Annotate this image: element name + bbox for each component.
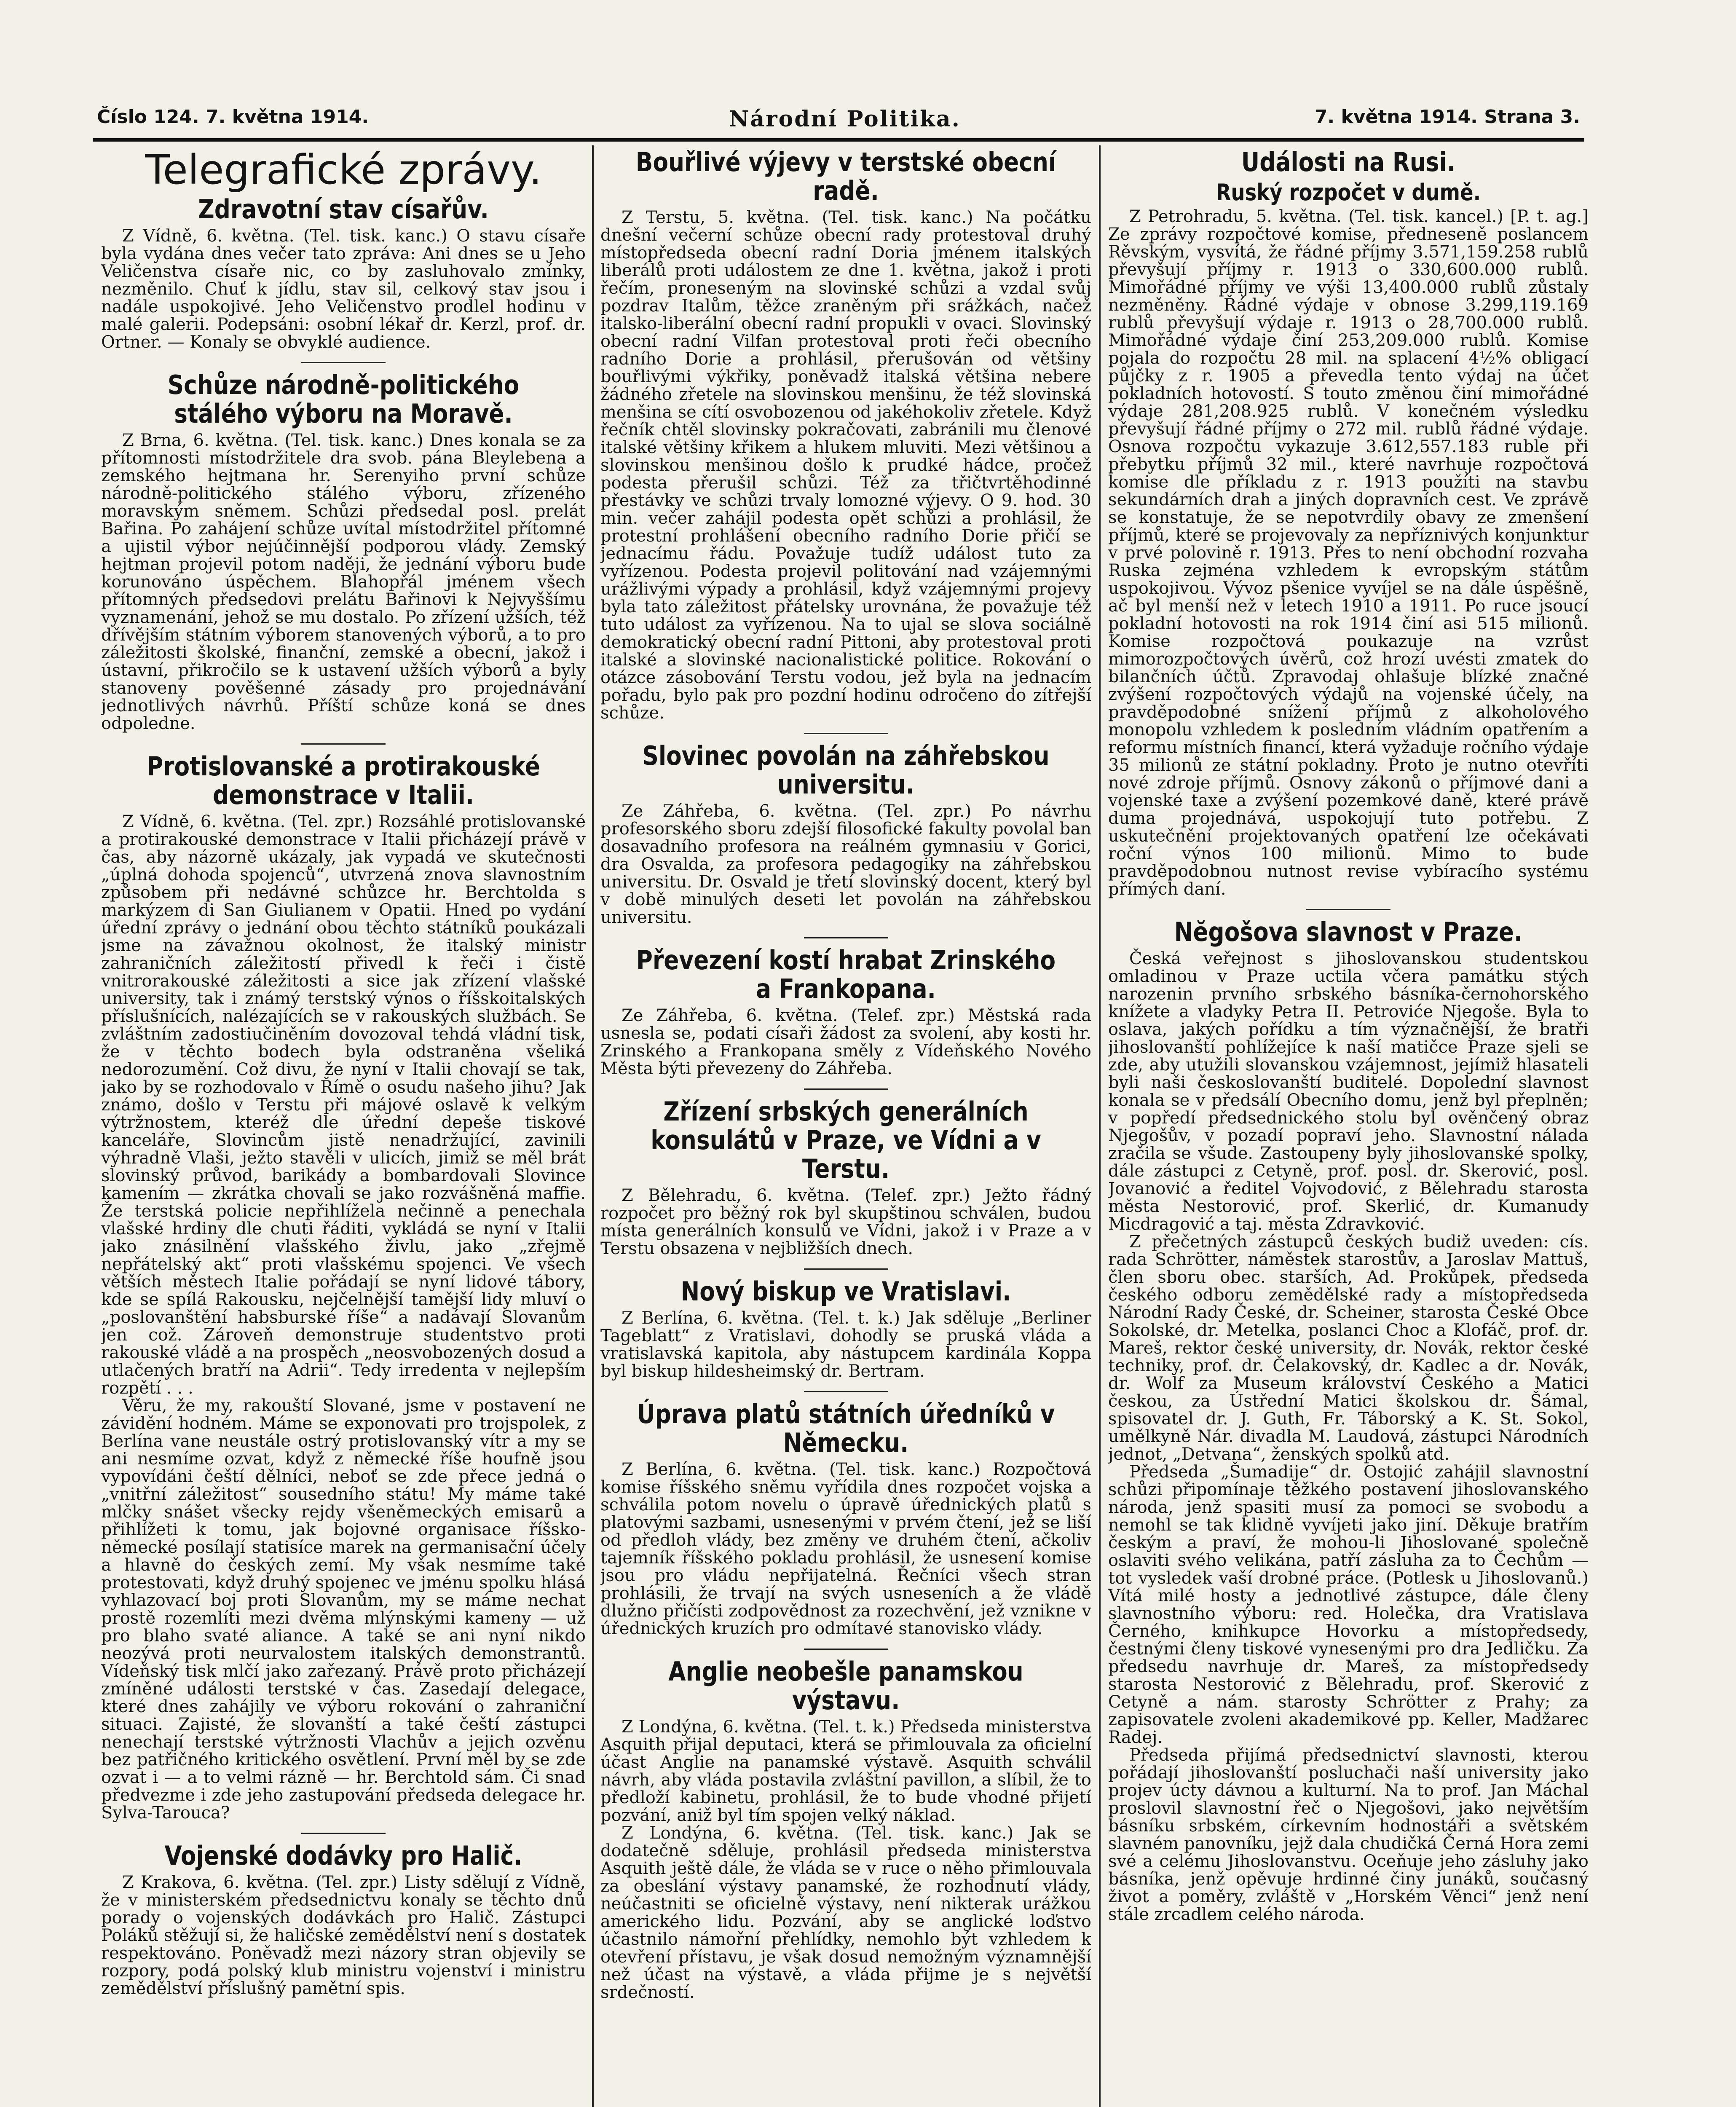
page-header [97,106,1580,140]
separator [804,1649,888,1650]
article [600,1400,1091,1638]
article-headline: Události na Rusi. [1241,147,1456,177]
column-divider [1099,145,1101,2107]
article-text: Z přečetných zástupců českých budiž uveden: cís. rada Schrötter, náměstek starostův, a Jaroslav Mattuš, člen sboru obec. starších, Ad. Prokůpek, předseda českého odboru zemědělské rady a místopředseda Národní Rady České, dr. Scheiner, starosta České Obce Sokolské, dr. Metelka, poslanci Choc a Klofáč, prof. dr. Mareš, rektor české university, dr. Novák, rektor české techniky, prof. dr. Čelakovský, dr. Kadlec a dr. Novák, dr. Wolf za Museum království Českého a Matici českou, za Ústřední Matici školskou dr. Šámal, spisovatel dr. J. Guth, Fr. Táborský a K. St. Sokol, umělkyně Nár. divadla M. Laudová, zástupci Národních jednot, „Detvana“, ženských spolků atd. [1108,1232,1589,1464]
separator [301,743,386,745]
article [600,1277,1091,1380]
article-text: Z Berlína, 6. května. (Tel. tisk. kanc.) Rozpočtová komise říšského sněmu vyřídila dnes rozpočet vojska a schválila potom novelu o úpravě úřednických platů s platovými sazbami, usnesenými v prvém čtení, jež se liší od předloh vlády, bez změny ve druhém čtení, ačkoliv tajemník říšského pokladu prohlásil, že usnesení komise jsou pro vládu nepřijatelná. Řečníci všech stran prohlásili, že trvají na svých usneseních a že vládě dlužno přičísti zodpovědnost za rozechvění, jež vznikne v úřednických kruzích pro odmítavé stanovisko vlády. [600,1460,1091,1638]
article [101,371,586,732]
article [101,752,586,1822]
separator [301,1833,386,1834]
article-headline: Anglie neobešle panamskou výstavu. [668,1656,1023,1716]
article [1108,148,1589,898]
article-text: Věru, že my, rakouští Slované, jsme v postavení ne závidění hodném. Máme se exponovati pro trojspolek, z Berlína vane neustále ostrý protislovanský vítr a my se ani nesmíme ozvat, když z německé říše houfně jsou vypovídáni čeští dělníci, neboť se zde přece jedná o „vnitřní záležitost“ sousedního státu! My máme také mlčky snášet všecky rejdy všeněmeckých emisarů a přihlížeti k tomu, jak bojovné organisace říšsko-německé posílají statisíce marek na germanisační účely a hlavně do českých zemí. My však nesmíme také protestovati, když druhý spojenec ve jménu spolku hlásá vyhlazovací boj proti Slovanům, my se máme nechat prostě rozemlíti mezi dvěma mlýnskými kameny — už pro blaho svaté aliance. A také se ani nyní nikdo neozývá proti neurvalostem italských demonstrantů. Vídeňský tisk mlčí jako zařezaný. Právě proto přicházejí zmíněné události terstské v čas. Zasedají delegace, které dnes zahájily ve výboru rokování o zahraniční situaci. Zajisté, že slovanští a také čeští zástupci nenechají terstské výtržnosti Vlachův a jejich ozvěnu bez patřičného kritického osvětlení. První měl by se zde ozvat i — a to velmi rázně — hr. Berchtold sám. Či snad předvezme i zde jeho zastupování předseda delegace hr. Sylva-Tarouca? [101,1396,586,1823]
article-headline: Bouřlivé výjevy v terstské obecní radě. [635,147,1056,206]
column-1 [101,145,586,2107]
column-divider [592,145,594,2107]
separator [804,1391,888,1392]
article-text: Z Bělehradu, 6. května. (Telef. zpr.) Ježto řádný rozpočet pro běžný rok byl skupštinou schválen, budou místa generálních konsulů ve Vídni, jakož i v Praze a v Terstu obsazena v nejbližších dnech. [600,1186,1091,1258]
column-3 [1108,145,1589,2107]
article-text: Z Vídně, 6. května. (Tel. zpr.) Rozsáhlé protislovanské a protirakouské demonstrace v Italii přicházejí právě v čas, aby názorně ukázaly, jak vypadá ve skutečnosti „úplná dohoda spojenců“, utvrzená znova slavnostním způsobem při nedávné schůzce hr. Berchtolda s markýzem di San Giulianem v Opatii. Hned po vydání úřední zprávy o jednání obou těchto státníků poukázali jsme na závažnou okolnost, že italský ministr zahraničních záležitostí přivedl k řeči i čistě vnitrorakouské záležitosti a sice jak zřízení vlašské university, tak i známý terstský výnos o říšskoitalských příslušnících, nalézajících se v rakouských službách. Se zvláštním zadostiučiněním dovozoval tehdá vládní tisk, že v těchto bodech byla odstraněna všeliká nedorozumění. Což divu, že nyní v Italii chovají se tak, jako by se rozhodovalo v Římě o osudu našeho jihu? Jak známo, došlo v Terstu při májové oslavě k velkým výtržnostem, kteréž dle úřední depeše tiskové kanceláře, Slovincům jistě nenadržující, zavinili výhradně Vlaši, ježto stavěli v ulicích, jimiž se měl brát slovinský průvod, barikády a bombardovali Slovince kamením — zkrátka chovali se jako rozvášněná maffie. Že terstská policie nepřihlížela nečinně a penechala vlašské hrdiny dle chuti řáditi, vykládá se nyní v Italii jako znásilnění vlašského živlu, jako „zřejmě nepřátelský akt“ proti vlašskému spojenci. Ve všech větších městech Italie pořádají se nyní lidové tábory, kde se spílá Rakousku, nejčelnější tamější lidy mluví o „poslovanštění habsburské říše“ a nadávají Slovanům jen což. Zároveň demonstruje studentstvo proti rakouské vládě a na prospěch „neosvobozených dosud a utlačených bratří na Adrii“. Tedy irredenta v nejlepším rozpětí . . . [101,812,586,1398]
article-headline: Zdravotní stav císařův. [198,194,489,225]
article [600,148,1091,722]
article-headline: Nový biskup ve Vratislavi. [680,1276,1011,1307]
article [600,1657,1091,2001]
article-text: Z Brna, 6. května. (Tel. tisk. kanc.) Dnes konala se za přítomnosti místodržitele dra svob. pána Bleylebena a zemského hejtmana hr. Serenyiho první schůze národně-politického stálého výboru, zřízeného moravským sněmem. Schůzi předsedal posl. prelát Bařina. Po zahájení schůze uvítal místodržitel přítomné a ujistil výbor nejúčinnější podporou vlády. Zemský hejtman projevil potom naději, že jednání výboru bude korunováno úspěchem. Blahopřál jménem všech přítomných předsedovi prelátu Bařinovi k Nejvyššímu vyznamenání, jehož se mu dostalo. Po zřízení užších, též dřívějším státním výborem stanovených výborů, a to pro záležitosti školské, finanční, zemské a obecní, jakož i ústavní, přikročilo se k ustavení užších výborů a byly stanoveny pověšenné zásady pro projednávání jednotlivých návrhů. Příští schůze koná se dnes odpoledne. [101,431,586,733]
separator [1306,909,1390,910]
article-headline: Vojenské dodávky pro Halič. [164,1840,522,1871]
article-text: Ze Záhřeba, 6. května. (Tel. zpr.) Po návrhu profesorského sboru zdejší filosofické fakulty povolal ban dosavadního profesora na reálném gymnasiu v Gorici, dra Osvalda, za profesora pedagogiky na záhřebskou universitu. Dr. Osvald je třetí slovinský docent, který byl v době minulých deseti let povolán na záhřebskou universitu. [600,802,1091,927]
issue-number: Číslo 124. 7. května 1914. [97,106,369,128]
column-2 [600,145,1091,2107]
separator [804,1268,888,1270]
article [101,195,586,351]
article-text: Česká veřejnost s jihoslovanskou studentskou omladinou v Praze uctila včera památku stých narozenin prvního srbského básníka-černohorského knížete a vladyky Petra II. Petroviće Njegoše. Byla to oslava, jakých pořídku a tím význačnější, že bratři jihoslovanští pohlížejíce k naší matičce Praze sjeli se zde, aby utužili slovanskou vzájemnost, jejímiž hlasateli byli naši českoslovanští buditelé. Dopolední slavnost konala se v předsálí Obecního domu, jenž byl přeplněn; v popředí předsednického stolu byl ověnčený obraz Njegošův, v pozadí popraví jeho. Slavnostní nálada zračila se všude. Zastoupeny byly jihoslovanské spolky, dále zástupci z Cetyně, prof. posl. dr. Skerović, posl. Jovanović a ředitel Vojvodović, z Bělehradu starosta města Nestorović, prof. Skerlić, dr. Kumanudy Micdragović a taj. města Zdravković. [1108,949,1589,1234]
article-text: Z Londýna, 6. května. (Tel. tisk. kanc.) Jak se dodatečně sděluje, prohlásil předseda ministerstva Asquith ještě dále, že vláda se v ruce o něho přimlouvala za obeslání výstavy panamské, že rozhodnutí vlády, neúčastniti se oficielně výstavy, není nikterak urážkou amerického lidu. Pozvání, aby se anglické loďstvo účastnilo námořní přehlídky, nemohlo být vzhledem k otevření přístavu, je však dosud nemožným významnější než účast na výstavě, a vláda přijme je s největší srdečností. [600,1823,1091,2002]
article-headline: Převezení kostí hrabat Zrinského a Frankopana. [636,945,1056,1004]
page-number: 7. května 1914. Strana 3. [1314,106,1580,128]
article [101,1842,586,1997]
article [600,742,1091,926]
article-subheadline: Ruský rozpočet v dumě. [1216,179,1481,206]
separator [804,937,888,938]
masthead-title: Národní Politika. [729,106,961,132]
article-text: Ze Záhřeba, 6. května. (Telef. zpr.) Městská rada usnesla se, podati císaři žádost za svolení, aby kosti hr. Zrinského a Frankopana směly z Vídeňského Nového Města býti převezeny do Záhřeba. [600,1006,1091,1078]
separator [804,1088,888,1090]
article-text: Z Terstu, 5. května. (Tel. tisk. kanc.) Na počátku dnešní večerní schůze obecní rady protestoval druhý místopředseda obecní radní Doria jménem italských liberálů proti událostem ze dne 1. května, jakož i proti řečím, proneseným na slovinské schůzi a vzdal svůj pozdrav Italům, těžce zraněným při srážkách, načež italsko-liberální obecní radní propukli v ovaci. Slovinský obecní radní Vilfan protestoval proti řeči obecního radního Dorie a prohlásil, přerušován od většiny bouřlivými výkřiky, poněvadž italská většina nebere žádného zřetele na slovinskou menšinu, že též slovinská menšina se cítí osvobozenou od jakéhokoliv zřetele. Když řečník chtěl slovinsky pokračovati, zabránili mu členové italské většiny křikem a hlukem mluviti. Mezi většinou a slovinskou menšinou došlo k prudké hádce, pročež podesta přerušil schůzi. Též za třičtvrtěhodinné přestávky ve schůzi trvaly lomozné výjevy. O 9. hod. 30 min. večer zahájil podesta opět schůzi a prohlásil, že protestní prohlášení obecního radního Dorie přičí se jednacímu řádu. Považuje tudíž událost tuto za vyřízenou. Podesta projevil politování nad vzájemnými urážlivými výpady a prohlásil, když vzájemnými projevy byla tato záležitost přátelsky urovnána, že považuje též tuto událost za vyřízenou. Na to ujal se slova sociálně demokratický obecní radní Pittoni, aby protestoval proti italské a slovinské nacionalistické politice. Rokování o otázce zásobování Terstu vodou, jež byla na jednacím pořadu, bylo pak pro pozdní hodinu odročeno do zítřejší schůze. [600,208,1091,723]
article-text: Z Berlína, 6. května. (Tel. t. k.) Jak sděluje „Berliner Tageblatt“ z Vratislavi, dohodly se pruská vláda a vratislavská kapitola, aby nástupcem kardinála Koppa byl biskup hildesheimský dr. Bertram. [600,1308,1091,1381]
article-text: Z Vídně, 6. května. (Tel. tisk. kanc.) O stavu císaře byla vydána dnes večer tato zpráva: Ani dnes se u Jeho Veličenstva císaře nic, co by zasluhovalo zmínky, nezměnilo. Chuť k jídlu, stav sil, celkový stav jsou i nadále uspokojivé. Jeho Veličenstvo prodlel hodinu v malé galerii. Podepsáni: osobní lékař dr. Kerzl, prof. dr. Ortner. — Konaly se obvyklé audience. [101,226,586,352]
section-title: Telegrafické zprávy. [145,146,542,193]
article-headline: Schůze národně-politického stálého výboru na Moravě. [167,370,520,429]
article [600,1097,1091,1257]
article [600,946,1091,1078]
article [1108,918,1589,1923]
header-rule [93,138,1584,142]
article-headline: Úprava platů státních úředníků v Německu. [637,1399,1055,1458]
article-text: Z Krakova, 6. května. (Tel. zpr.) Listy sdělují z Vídně, že v ministerském předsednictvu konaly se těchto dnů porady o vojenských dodávkách pro Halič. Zástupci Poláků stěžují si, že haličské zemědělství není s dostatek respektováno. Poněvadž mezi názory stran objevily se rozpory, podá polský klub ministru vojenství i ministru zemědělství příslušný pamětní spis. [101,1873,586,1998]
article-headline: Protislovanské a protirakouské demonstrace v Italii. [147,751,540,810]
article-headline: Slovinec povolán na záhřebskou universitu. [642,740,1050,800]
article-headline: Zřízení srbských generálních konsulátů v Praze, ve Vídni a v Terstu. [651,1096,1041,1184]
article-text: Předseda „Šumadije“ dr. Ostojić zahájil slavnostní schůzi připomínaje těžkého postavení jihoslovanského národa, jenž spasiti musí za pomoci se svobodu a nemohl se tak klidně vyvíjeti jako jiní. Děkuje bratřím českým a praví, že mohou-li Jihoslované společně oslaviti svého velikána, patří zásluha za to Čechům — tot vysledek vaší drobné práce. (Potlesk u Jihoslovanů.) Vítá milé hosty a jednotlivé zástupce, dále členy slavnostního výboru: red. Holečka, dra Vratislava Černého, knihkupce Hovorku a místopředsedy, čestnými členy tiskové vynesenými pro dra Jedličku. Za předsedu navrhuje dr. Mareš, za místopředsedy starosta Nestorović z Bělehradu, prof. Skerović z Cetyně a nám. starosty Schrötter z Prahy; za zapisovatele zvoleni akademikové pp. Keller, Madžarec Radej. [1108,1462,1589,1747]
article-text: Předseda přijímá předsednictví slavnosti, kterou pořádají jihoslovanští posluchači naší university jako projev úcty dávnou a kulturní. Na to prof. Jan Máchal proslovil slavnostní řeč o Njegošovi, jako největším básníku srbském, církevním hodnostáři a světském slavném panovníku, jejž dala chudičká Černá Hora zemi své a celému Jihoslovanstvu. Oceňuje jeho zásluhy jako básníka, jenž opěvuje hrdinné činy junáků, současný život a poměry, zvláště v „Horském Věnci“ jenž není stále zrcadlem celého národa. [1108,1745,1589,1924]
article-headline: Nĕgošova slavnost v Praze. [1174,917,1523,947]
separator [804,733,888,734]
article-text: Z Petrohradu, 5. května. (Tel. tisk. kancel.) [P. t. ag.] Ze zprávy rozpočtové komise, předneseně poslancem Rěvským, vysvítá, že řádné příjmy 3.571,159.258 rublů převyšují příjmy r. 1913 o 330,600.000 rublů. Mimořádné příjmy ve výši 13,400.000 rublů zůstaly nezměněny. Řádné výdaje v obnose 3.299,119.169 rublů převyšují výdaje r. 1913 o 28,700.000 rublů. Mimořádné výdaje činí 253,209.000 rublů. Komise pojala do rozpočtu 28 mil. na splacení 4½% obligací půjčky z r. 1905 a převedla tento výdaj na účet pokladních hotovostí. S touto změnou činí mimořádné výdaje 281,208.925 rublů. V konečném výsledku převyšují řádné příjmy o 272 mil. rublů řádné výdaje. Osnova rozpočtu vykazuje 3.612,557.183 ruble při přebytku příjmů 32 mil., které navrhuje rozpočtová komise dle příkladu z r. 1913 použíti na stavbu sekundárních drah a jiných dopravních cest. Ve zprávě se konstatuje, že se nepotvrdily obavy ze zmenšení příjmů, které se projevovaly za nepříznivých konjunktur v prvé polovině r. 1913. Přes to není obchodní rozvaha Ruska zejména vzhledem k evropským státům uspokojivou. Vývoz pšenice vyvíjel se na dále úspěšně, ač byl menší než v letech 1910 a 1911. Po ruce jsoucí pokladní hotovosti na rok 1914 činí asi 515 milionů. Komise rozpočtová poukazuje na vzrůst mimorozpočtových úvěrů, což hrozí uvésti zmatek do bilančních účtů. Zpravodaj ohlašuje blízké značné zvýšení rozpočtových výdajů na vojenské účely, na pravděpodobné snížení příjmů z alkoholového monopolu vzhledem k posledním vládním opatřením a reformu místních financí, která vyžaduje ročního výdaje 35 milionů ze státní pokladny. Proto je nutno otevříti nové zdroje příjmů. Osnovy zákonů o příjmové dani a vojenské taxe a zvýšení pozemkové daně, které právě duma projednává, uspokojují tuto potřebu. Z uskutečnění projektovaných opatření lze očekávati roční výnos 100 milionů. Mimo to bude pravděpodobnou nutnost revise vybíracího systému přímých daní. [1108,207,1589,899]
separator [301,362,386,363]
article-text: Z Londýna, 6. května. (Tel. t. k.) Předseda ministerstva Asquith přijal deputaci, která se přimlouvala za oficielní účast Anglie na panamské výstavě. Asquith schválil návrh, aby vláda postavila zvláštní pavillon, a slíbil, že to předloží kabinetu, prohlásil, že to bude vhodné přijetí pozvání, aniž byl tím spojen velký náklad. [600,1717,1091,1825]
